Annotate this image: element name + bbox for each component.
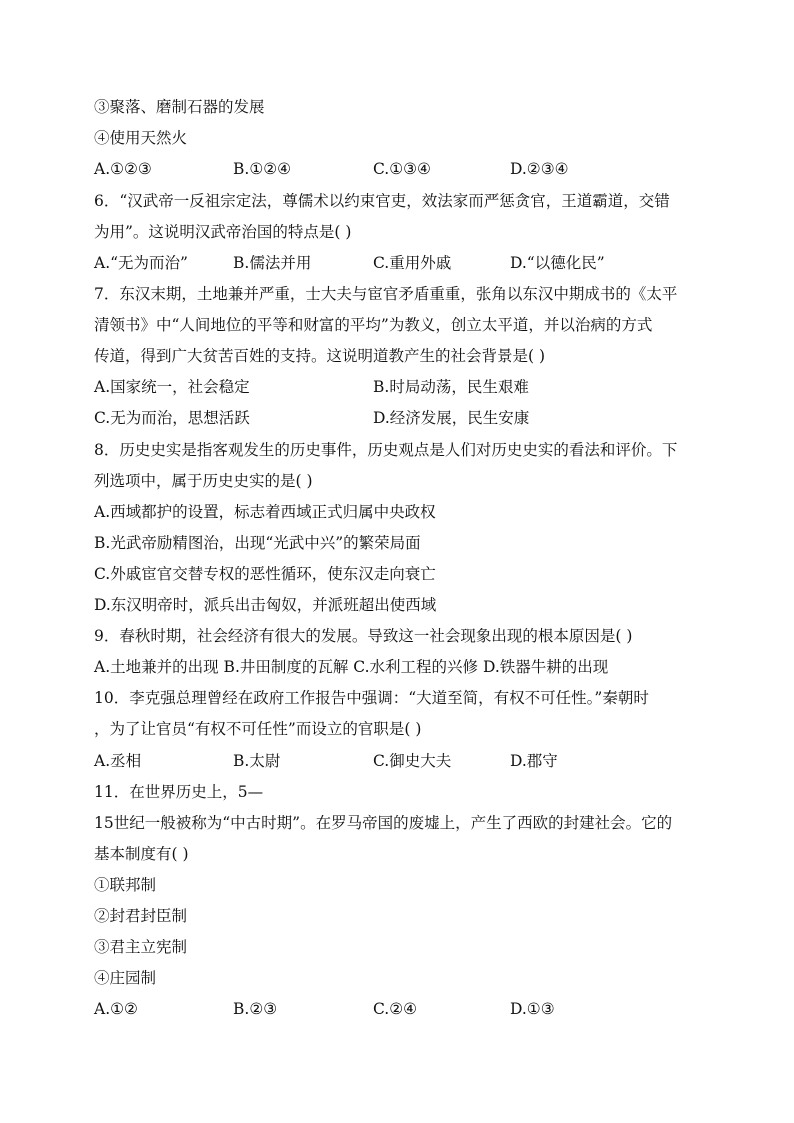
q7-option-a: A.国家统一，社会稳定 [94, 378, 250, 396]
q11-option-d: D.①③ [510, 1000, 555, 1018]
q10-stem-line-2: ，为了让官员“有权不可任性”而设立的官职是( ) [94, 720, 422, 738]
q10-option-d: D.郡守 [510, 752, 558, 770]
q8-stem-line-2: 列选项中，属于历史史实的是( ) [94, 472, 313, 490]
q6-option-a: A.“无为而治” [94, 254, 188, 272]
q5-item-4: ④使用天然火 [94, 129, 188, 147]
q7-stem-line-1: 7．东汉末期，土地兼并严重，士大夫与宦官矛盾重重，张角以东汉中期成书的《太平 [94, 285, 678, 303]
q5-option-d: D.②③④ [510, 160, 569, 178]
q7-option-b: B.时局动荡，民生艰难 [373, 378, 529, 396]
q5-options [94, 159, 714, 179]
q6-option-d: D.“以德化民” [510, 254, 605, 272]
q5-option-c: C.①③④ [373, 160, 431, 178]
q8-option-c: C.外戚宦官交替专权的恶性循环，使东汉走向衰亡 [94, 565, 436, 583]
q7-stem-line-3: 传道，得到广大贫苦百姓的支持。这说明道教产生的社会背景是( ) [94, 347, 546, 365]
q7-option-c: C.无为而治，思想活跃 [94, 409, 250, 427]
q8-stem-line-1: 8．历史史实是指客观发生的历史事件，历史观点是人们对历史史实的看法和评价。下 [94, 441, 678, 459]
q6-stem-line-2: 为用”。这说明汉武帝治国的特点是( ) [94, 223, 352, 241]
q6-option-c: C.重用外戚 [373, 254, 452, 272]
q6-options [94, 253, 714, 273]
q5-item-3: ③聚落、磨制石器的发展 [94, 98, 265, 116]
q11-item-4: ④庄园制 [94, 969, 157, 987]
q10-option-b: B.太尉 [233, 752, 281, 770]
q11-stem-line-2: 15世纪一般被称为“中古时期”。在罗马帝国的废墟上，产生了西欧的封建社会。它的 [94, 814, 673, 832]
q11-stem-line-3: 基本制度有( ) [94, 845, 189, 863]
q6-stem-line-1: 6．“汉武帝一反祖宗定法，尊儒术以约束官吏，效法家而严惩贪官，王道霸道，交错 [94, 192, 670, 210]
q10-option-c: C.御史大夫 [373, 752, 452, 770]
q6-option-b: B.儒法并用 [233, 254, 312, 272]
q11-item-2: ②封君封臣制 [94, 907, 188, 925]
q11-option-b: B.②③ [233, 1000, 278, 1018]
q5-option-a: A.①②③ [94, 160, 152, 178]
q10-stem-line-1: 10．李克强总理曾经在政府工作报告中强调：“大道至简，有权不可任性。”秦朝时 [94, 689, 649, 707]
q11-item-3: ③君主立宪制 [94, 938, 188, 956]
q7-options-row-1 [94, 377, 714, 397]
q9-options-line: A.土地兼并的出现 B.井田制度的瓦解 C.水利工程的兴修 D.铁器牛耕的出现 [94, 658, 609, 676]
q10-options [94, 751, 714, 771]
q8-option-b: B.光武帝励精图治，出现“光武中兴”的繁荣局面 [94, 534, 421, 552]
q9-stem-line-1: 9．春秋时期，社会经济有很大的发展。导致这一社会现象出现的根本原因是( ) [94, 627, 633, 645]
q11-options [94, 999, 714, 1019]
q8-option-d: D.东汉明帝时，派兵出击匈奴，并派班超出使西域 [94, 596, 437, 614]
q7-option-d: D.经济发展，民生安康 [373, 409, 530, 427]
q11-item-1: ①联邦制 [94, 876, 157, 894]
q7-stem-line-2: 清领书》中“人间地位的平等和财富的平均”为教义，创立太平道，并以治病的方式 [94, 316, 653, 334]
q11-option-a: A.①② [94, 1000, 138, 1018]
q10-option-a: A.丞相 [94, 752, 142, 770]
q7-options-row-2 [94, 408, 714, 428]
q11-option-c: C.②④ [373, 1000, 418, 1018]
q8-option-a: A.西域都护的设置，标志着西域正式归属中央政权 [94, 503, 436, 521]
q11-stem-line-1: 11．在世界历史上，5— [94, 783, 264, 801]
q5-option-b: B.①②④ [233, 160, 292, 178]
